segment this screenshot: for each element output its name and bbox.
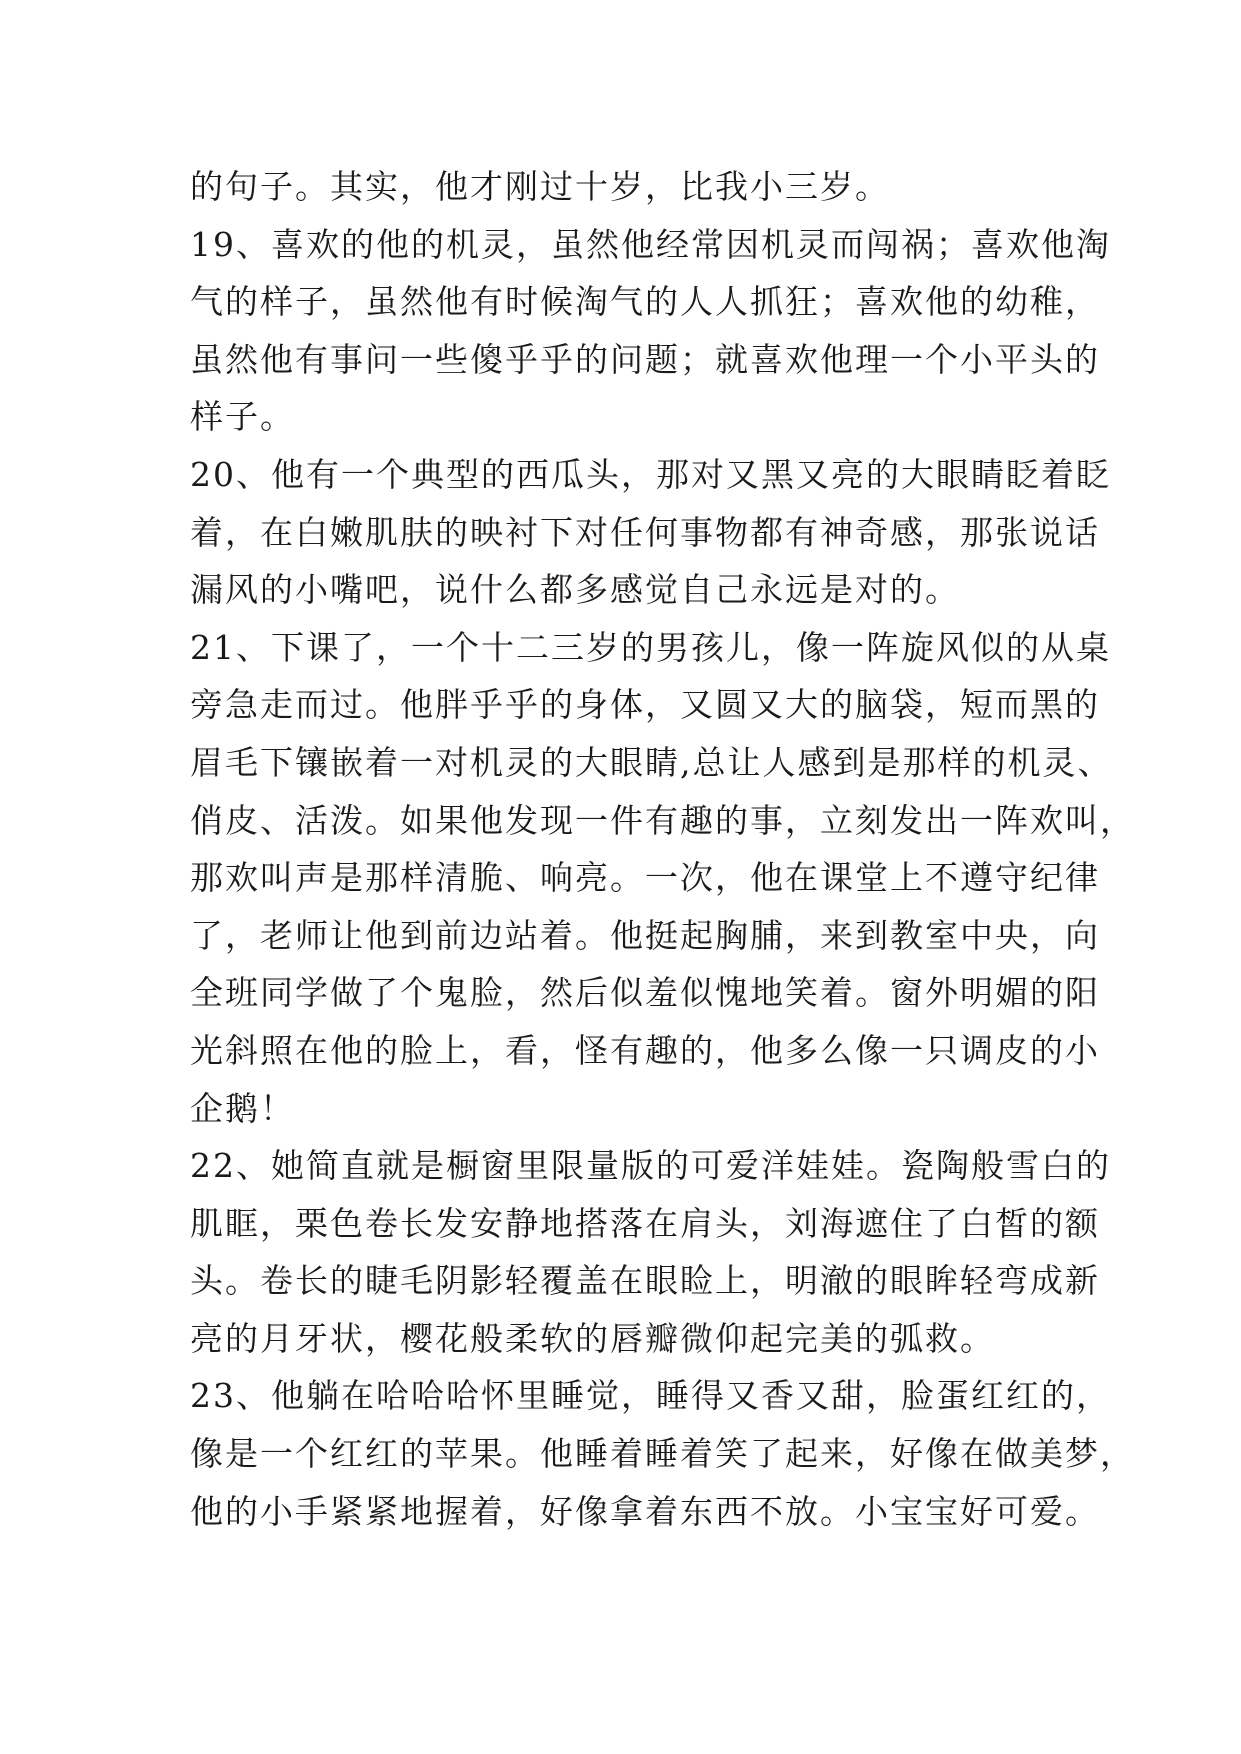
- text-line: 样子。: [190, 397, 295, 437]
- text-line: 像是一个红红的苹果。他睡着睡着笑了起来，好像在做美梦，: [190, 1434, 1135, 1474]
- text-line: 光斜照在他的脸上，看，怪有趣的，他多么像一只调皮的小: [190, 1030, 1100, 1070]
- text-line: 漏风的小嘴吧，说什么都多感觉自己永远是对的。: [190, 570, 960, 610]
- text-line: 他的小手紧紧地握着，好像拿着东西不放。小宝宝好可爱。: [190, 1491, 1100, 1531]
- text-line: 22、她简直就是橱窗里限量版的可爱洋娃娃。瓷陶般雪白的: [190, 1146, 1111, 1186]
- text-line: 旁急走而过。他胖乎乎的身体，又圆又大的脑袋，短而黑的: [190, 685, 1100, 725]
- text-line: 19、喜欢的他的机灵，虽然他经常因机灵而闯祸；喜欢他淘: [190, 224, 1111, 264]
- text-line: 着，在白嫩肌肤的映衬下对任何事物都有神奇感，那张说话: [190, 512, 1100, 552]
- text-line: 眉毛下镶嵌着一对机灵的大眼睛,总让人感到是那样的机灵、: [190, 742, 1113, 782]
- text-line: 23、他躺在哈哈哈怀里睡觉，睡得又香又甜，脸蛋红红的，: [190, 1376, 1111, 1416]
- text-line: 亮的月牙状，樱花般柔软的唇瓣微仰起完美的弧救。: [190, 1318, 995, 1358]
- text-line: 气的样子，虽然他有时候淘气的人人抓狂；喜欢他的幼稚，: [190, 282, 1100, 322]
- text-line: 企鹅！: [190, 1088, 295, 1128]
- text-line: 20、他有一个典型的西瓜头，那对又黑又亮的大眼睛眨着眨: [190, 454, 1111, 494]
- text-line: 的句子。其实，他才刚过十岁，比我小三岁。: [190, 167, 890, 206]
- text-line: 21、下课了，一个十二三岁的男孩儿，像一阵旋风似的从桌: [190, 627, 1111, 667]
- text-line: 了，老师让他到前边站着。他挺起胸脯，来到教室中央，向: [190, 915, 1100, 955]
- text-line: 那欢叫声是那样清脆、响亮。一次，他在课堂上不遵守纪律: [190, 858, 1100, 898]
- text-line: 俏皮、活泼。如果他发现一件有趣的事，立刻发出一阵欢叫，: [190, 800, 1135, 840]
- text-line: 全班同学做了个鬼脸，然后似羞似愧地笑着。窗外明媚的阳: [190, 973, 1100, 1013]
- text-line: 头。卷长的睫毛阴影轻覆盖在眼睑上，明澈的眼眸轻弯成新: [190, 1261, 1100, 1301]
- text-line: 肌眶，栗色卷长发安静地搭落在肩头，刘海遮住了白皙的额: [190, 1203, 1100, 1243]
- body-text: [190, 158, 1135, 1540]
- text-line: 虽然他有事问一些傻乎乎的问题；就喜欢他理一个小平头的: [190, 339, 1100, 379]
